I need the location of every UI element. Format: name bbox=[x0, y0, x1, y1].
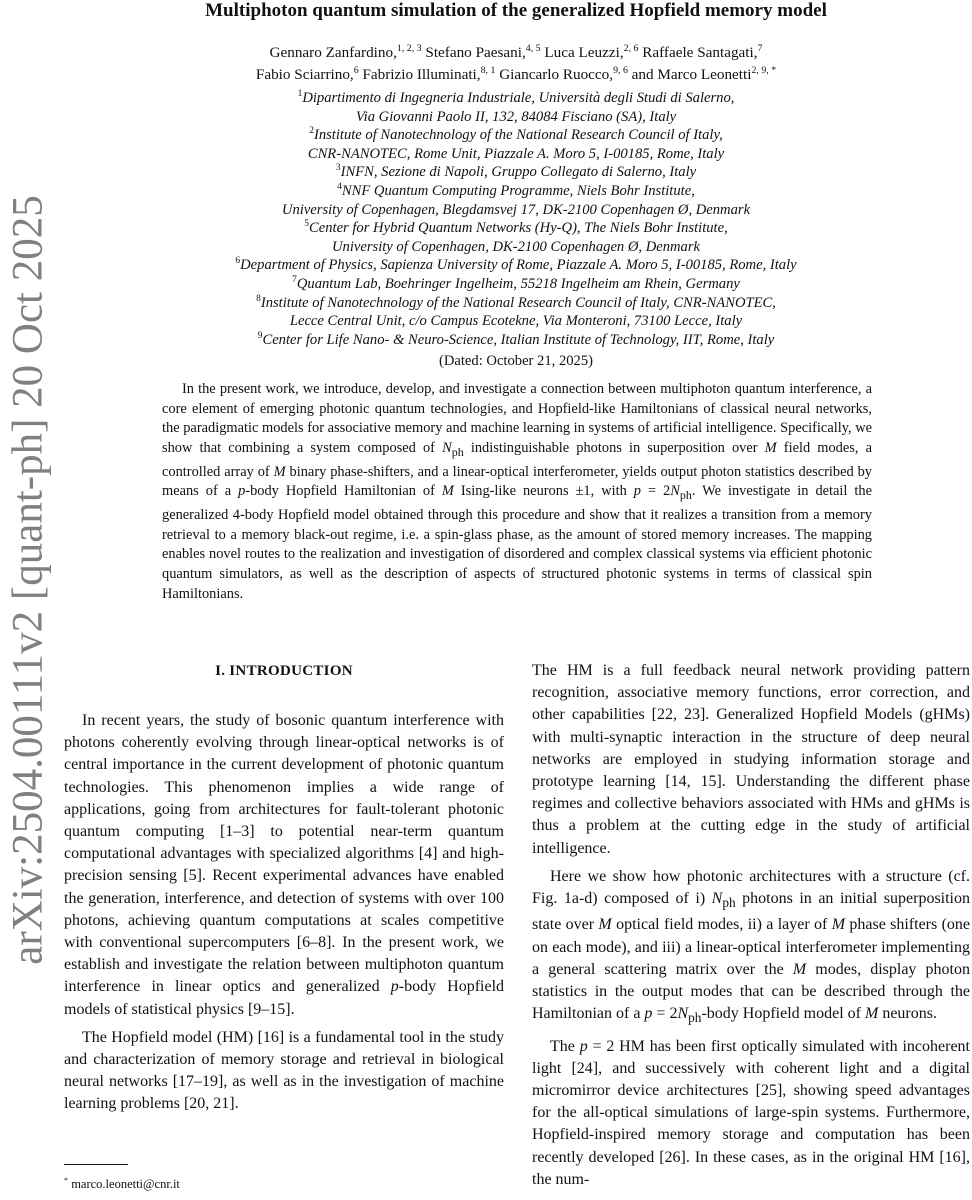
affiliation-line: University of Copenhagen, Blegdamsvej 17, DK-2100 Copenhagen Ø, Denmark bbox=[281, 201, 751, 218]
right-column bbox=[532, 660, 970, 1191]
affiliation-line: $^6$Department of Physics, Sapienza University of Rome, Piazzale A. Moro 5, I-00185, Rome, Italy bbox=[235, 256, 797, 274]
affiliation-line: Lecce Central Unit, c/o Campus Ecotekne, Via Monteroni, 73100 Lecce, Italy bbox=[289, 313, 743, 330]
affiliation-line: $^8$Institute of Nanotechnology of the National Research Council of Italy, CNR-NANOTEC, bbox=[256, 293, 776, 311]
left-column bbox=[64, 660, 504, 1116]
section-heading: I. INTRODUCTION bbox=[215, 663, 353, 679]
body-paragraph: Here we show how photonic architectures with a structure (cf. Fig. 1a-d) composed of i) $N_{ph}$ photons in an initial superposition state over M optical field modes, ii) a layer of M phase shifters (one on each mode), and iii) a linear-optical interferometer implementing a general scattering matrix over the M modes, display photon statistics in the output modes that can be described through the Hamiltonian of a $p = 2N_{ph}$-body Hopfield model of M neurons. bbox=[532, 867, 970, 1026]
affiliation-line: $^4$NNF Quantum Computing Programme, Niels Bohr Institute, bbox=[337, 182, 695, 199]
body-paragraph: The Hopfield model (HM) [16] is a fundamental tool in the study and characterization of memory storage and retrieval in biological neural networks [17–19], as well as in the investigation of machine learning problems [20, 21]. bbox=[64, 1028, 504, 1113]
affiliation-line: $^1$Dipartimento di Ingegneria Industriale, Università degli Studi di Salerno, bbox=[297, 89, 735, 106]
affiliation-line: $^3$INFN, Sezione di Napoli, Gruppo Collegato di Salerno, Italy bbox=[335, 163, 697, 181]
affiliation-line: Via Giovanni Paolo II, 132, 84084 Fisciano (SA), Italy bbox=[355, 108, 677, 125]
arxiv-identifier[interactable]: arXiv:2504.00111v2 [quant-ph] 20 Oct 2025 bbox=[4, 195, 52, 965]
arxiv-sidebar bbox=[0, 0, 56, 1200]
body-paragraph: The p = 2 HM has been first optically simulated with incoherent light [24], and successively with coherent light and a digital micromirror device architectures [25], showing speed advantages for the all-optical simulations of large-spin systems. Furthermore, Hopfield-inspired memory storage and computation has been recently developed [26]. In these cases, as in the original HM [16], the num- bbox=[532, 1037, 971, 1188]
author-line: Fabio Sciarrino,$^6$ Fabrizio Illuminati,$^{8, 1}$ Giancarlo Ruocco,$^{9, 6}$ and Marco Leonetti$^{2, 9, *}$ bbox=[255, 64, 777, 83]
dated-line: (Dated: October 21, 2025) bbox=[439, 353, 593, 369]
body-paragraph: In recent years, the study of bosonic quantum interference with photons coherently evolving through linear-optical networks is of central importance in the current development of photonic quantum technologies. This phenomenon implies a wide range of applications, going from architectures for fault-tolerant photonic quantum computing [1–3] to potential near-term quantum computational advantages with specialized algorithms [4] and high-precision sensing [5]. Recent experimental advances have enabled the generation, interference, and detection of systems with over 100 photons, achieving quantum computations at scales competitive with conventional supercomputers [6–8]. In the present work, we establish and investigate the relation between multiphoton quantum interference in linear optics and generalized p-body Hopfield models of statistical physics [9–15]. bbox=[64, 712, 505, 1018]
abstract: In the present work, we introduce, develop, and investigate a connection between multiphoton quantum interference, a core element of emerging photonic quantum technologies, and Hopfield-like Hamiltonians of classical neural networks, the paradigmatic models for associative memory and machine learning in systems of artificial intelligence. Specifically, we show that combining a system composed of $N_{ph}$ indistinguishable photons in superposition over M field modes, a controlled array of M binary phase-shifters, and a linear-optical interferometer, yields output photon statistics described by means of a p-body Hopfield Hamiltonian of M Ising-like neurons ±1, with $p = 2N_{ph}$. We investigate in detail the generalized 4-body Hopfield model obtained through this procedure and show that it realizes a transition from a memory retrieval to a memory black-out regime, i.e. a spin-glass phase, as the amount of stored memory increases. The mapping enables novel routes to the realization and investigation of disordered and complex classical systems via efficient photonic quantum simulators, as well as the description of aspects of structured photonic systems in terms of classical spin Hamiltonians. bbox=[162, 381, 872, 602]
corresponding-author-footnote[interactable]: * marco.leonetti@cnr.it bbox=[64, 1175, 180, 1191]
footnote-rule bbox=[64, 1164, 128, 1165]
affiliation-line: University of Copenhagen, DK-2100 Copenhagen Ø, Denmark bbox=[331, 238, 701, 255]
affiliation-list bbox=[60, 89, 972, 349]
affiliation-line: $^5$Center for Hybrid Quantum Networks (Hy-Q), The Niels Bohr Institute, bbox=[304, 219, 728, 237]
affiliation-line: $^2$Institute of Nanotechnology of the National Research Council of Italy, bbox=[309, 126, 723, 144]
author-list bbox=[60, 42, 972, 86]
author-line: Gennaro Zanfardino,$^{1, 2, 3}$ Stefano Paesani,$^{4, 5}$ Luca Leuzzi,$^{2, 6}$ Raffaele Santagati,$^7$ bbox=[269, 42, 763, 61]
affiliation-line: $^9$Center for Life Nano- & Neuro-Science, Italian Institute of Technology, IIT, Rome, Italy bbox=[257, 330, 775, 348]
paper-title: Multiphoton quantum simulation of the generalized Hopfield memory model bbox=[205, 0, 827, 21]
affiliation-line: $^7$Quantum Lab, Boehringer Ingelheim, 55218 Ingelheim am Rhein, Germany bbox=[292, 275, 740, 292]
affiliation-line: CNR-NANOTEC, Rome Unit, Piazzale A. Moro 5, I-00185, Rome, Italy bbox=[307, 145, 725, 162]
body-paragraph: The HM is a full feedback neural network providing pattern recognition, associative memory functions, error correction, and other capabilities [22, 23]. Generalized Hopfield Models (gHMs) with multi-synaptic interaction in the structure of deep neural networks are employed in studying information storage and prototype learning [14, 15]. Understanding the different phase regimes and collective behaviors associated with HMs and gHMs is thus a problem at the cutting edge in the study of artificial intelligence. bbox=[532, 662, 970, 857]
